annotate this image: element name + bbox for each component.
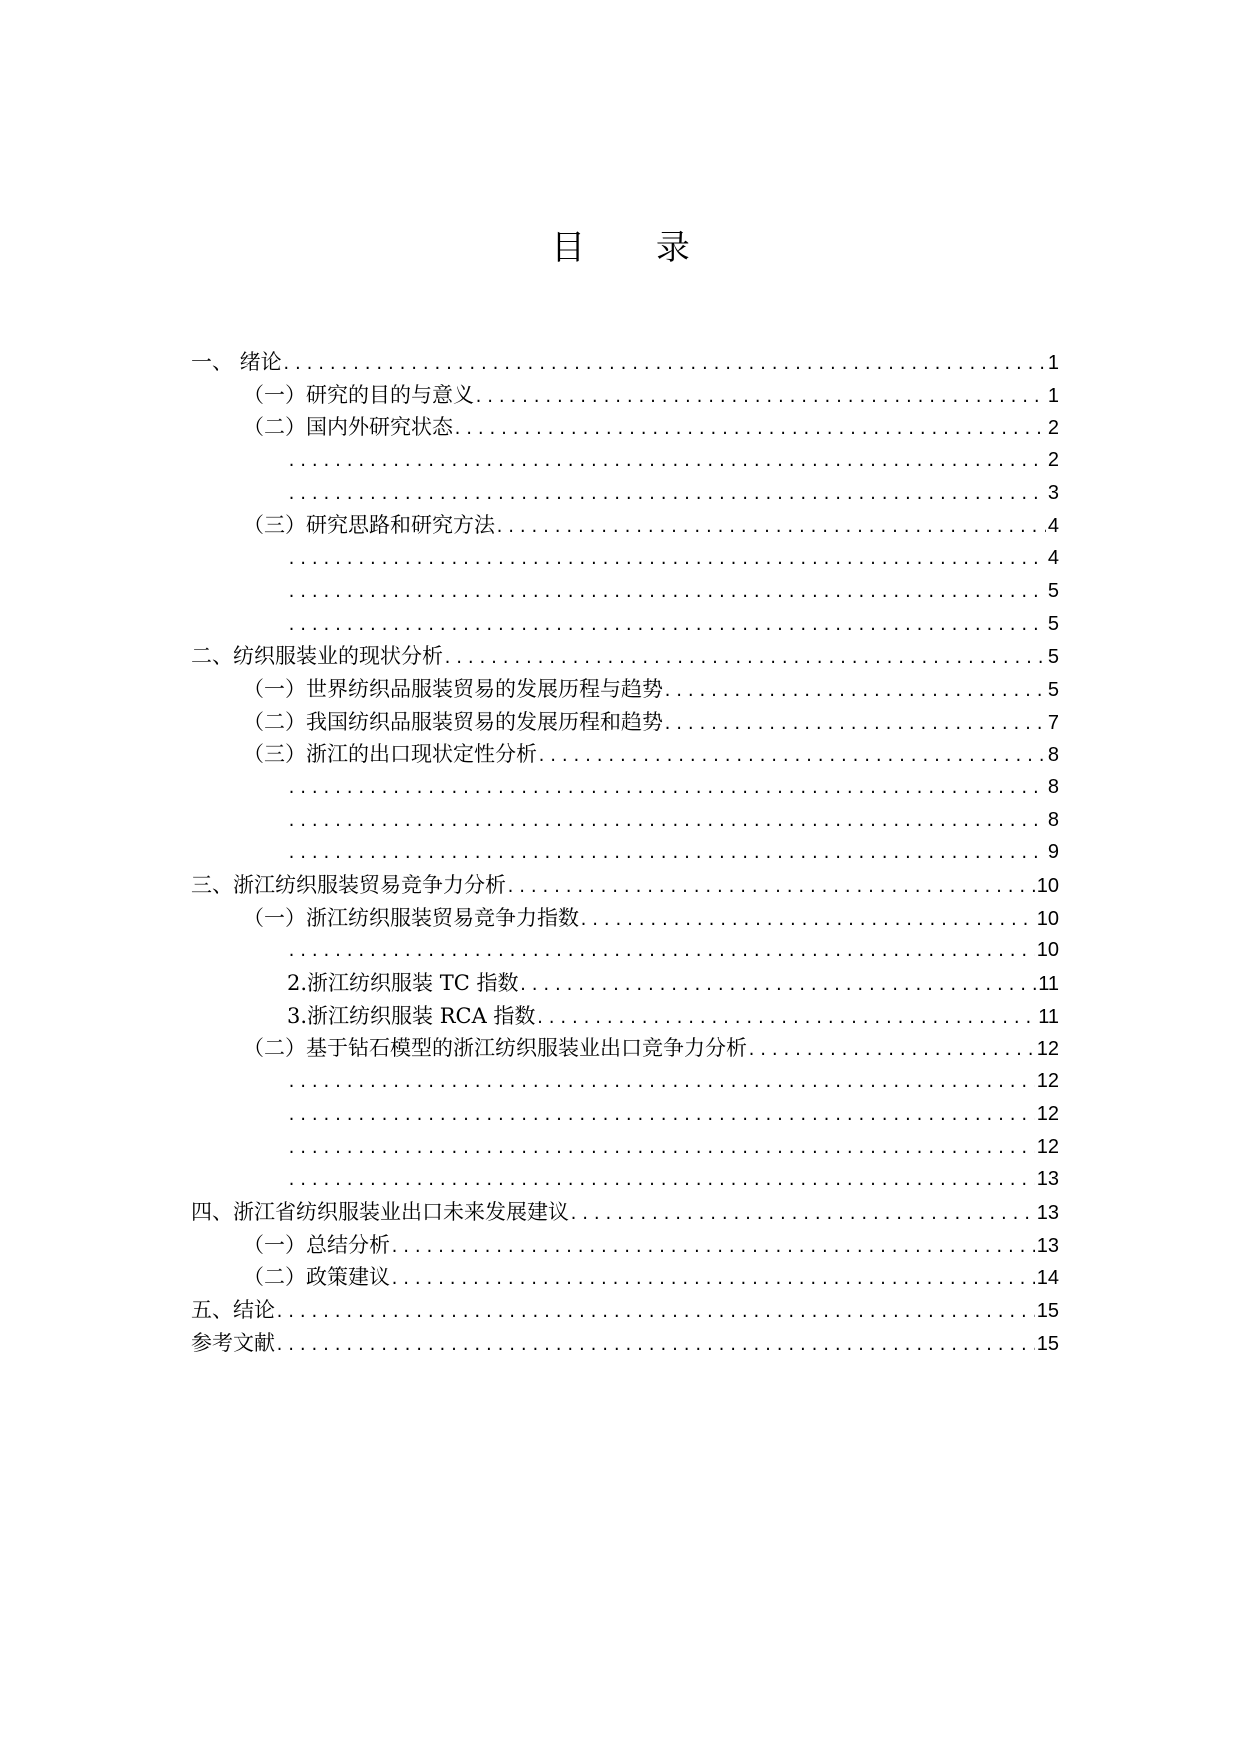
dot-leader (390, 1263, 1035, 1296)
toc-entry-page-number: 11 (1038, 973, 1059, 996)
toc-entry-page-number: 4 (1047, 515, 1059, 538)
toc-entry[interactable] (191, 1000, 1059, 1033)
toc-entry[interactable] (191, 1327, 1059, 1360)
toc-entry-title: 一、 绪论 (191, 350, 282, 374)
toc-entry-page-number: 1 (1047, 384, 1059, 407)
dot-leader (535, 1002, 1036, 1035)
dot-leader (287, 1066, 1035, 1099)
toc-entry-page-number: 15 (1036, 1332, 1059, 1355)
toc-entry-title: 3.浙江纺织服装 RCA 指数 (287, 1003, 536, 1028)
toc-entry[interactable] (191, 902, 1059, 935)
toc-entry-page-number: 12 (1036, 1135, 1059, 1158)
toc-entry-page-number: 10 (1036, 907, 1059, 930)
toc-entry-title: （一）研究的目的与意义 (243, 382, 474, 407)
toc-entry[interactable] (191, 673, 1059, 706)
dot-leader (287, 837, 1046, 870)
dot-leader (453, 413, 1046, 446)
toc-entry-page-number: 14 (1036, 1267, 1059, 1290)
toc-entry-title: 二、纺织服装业的现状分析 (191, 644, 443, 669)
dot-leader (275, 1296, 1035, 1329)
dot-leader (287, 772, 1046, 805)
toc-entry-title: （二）基于钻石模型的浙江纺织服装业出口竞争力分析 (243, 1036, 747, 1061)
toc-entry-page-number: 5 (1047, 646, 1059, 669)
page-title: 目 录 (551, 228, 720, 268)
toc-entry-page-number: 13 (1036, 1201, 1059, 1224)
toc-entry-page-number: 10 (1036, 939, 1059, 962)
toc-entry-page-number: 12 (1036, 1070, 1059, 1093)
toc-entry-title: 参考文献 (191, 1330, 275, 1355)
toc-entry-page-number: 8 (1047, 775, 1059, 798)
table-of-contents (191, 346, 1059, 1359)
dot-leader (287, 445, 1046, 478)
toc-entry-page-number: 13 (1036, 1168, 1059, 1191)
dot-leader (663, 708, 1046, 741)
toc-entry[interactable] (191, 477, 1059, 510)
dot-leader (287, 609, 1046, 642)
toc-entry[interactable] (191, 804, 1059, 837)
toc-entry-page-number: 2 (1047, 417, 1059, 440)
toc-entry-page-number: 8 (1047, 808, 1059, 831)
toc-entry[interactable] (191, 379, 1059, 412)
dot-leader (474, 381, 1046, 414)
toc-entry-title: （二）国内外研究状态 (243, 415, 453, 440)
dot-leader (287, 1132, 1035, 1165)
toc-entry[interactable] (191, 1131, 1059, 1164)
toc-entry[interactable] (191, 1229, 1059, 1262)
dot-leader (287, 805, 1046, 838)
dot-leader (579, 904, 1035, 937)
toc-entry[interactable] (191, 1098, 1059, 1131)
dot-leader (495, 511, 1046, 544)
toc-entry-title: 2.浙江纺织服装 TC 指数 (287, 971, 519, 996)
dot-leader (518, 969, 1036, 1002)
toc-entry[interactable] (191, 509, 1059, 542)
toc-entry-title: （三）浙江的出口现状定性分析 (243, 742, 537, 767)
dot-leader (569, 1198, 1035, 1231)
toc-entry[interactable] (191, 836, 1059, 869)
dot-leader (275, 1329, 1035, 1362)
toc-entry-title: （一）世界纺织品服装贸易的发展历程与趋势 (243, 676, 663, 701)
dot-leader (287, 576, 1046, 609)
toc-entry[interactable] (191, 967, 1059, 1000)
toc-entry[interactable] (191, 706, 1059, 739)
toc-entry[interactable] (191, 411, 1059, 444)
dot-leader (747, 1034, 1035, 1067)
toc-entry[interactable] (191, 542, 1059, 575)
toc-entry[interactable] (191, 1261, 1059, 1294)
toc-entry-page-number: 5 (1047, 678, 1059, 701)
toc-entry-title: 四、浙江省纺织服装业出口未来发展建议 (191, 1199, 569, 1224)
toc-entry-page-number: 4 (1047, 547, 1059, 570)
toc-entry-page-number: 12 (1036, 1038, 1059, 1061)
toc-entry-title: （三）研究思路和研究方法 (243, 513, 495, 538)
dot-leader (287, 1164, 1035, 1197)
toc-entry-title: （一）总结分析 (243, 1232, 390, 1257)
dot-leader (287, 1099, 1035, 1132)
toc-entry-page-number: 11 (1038, 1005, 1059, 1028)
toc-entry-page-number: 7 (1047, 711, 1059, 734)
dot-leader (663, 675, 1046, 708)
toc-entry[interactable] (191, 934, 1059, 967)
toc-entry[interactable] (191, 1163, 1059, 1196)
toc-entry[interactable] (191, 444, 1059, 477)
dot-leader (287, 935, 1035, 968)
toc-entry-page-number: 15 (1036, 1299, 1059, 1322)
toc-entry[interactable] (191, 1294, 1059, 1327)
toc-entry[interactable] (191, 771, 1059, 804)
dot-leader (443, 642, 1046, 675)
toc-entry-title: 三、浙江纺织服装贸易竞争力分析 (191, 873, 506, 897)
toc-entry[interactable] (191, 1196, 1059, 1229)
toc-entry-page-number: 5 (1047, 612, 1059, 635)
toc-entry-title: 五、结论 (191, 1297, 275, 1322)
toc-entry-title: （二）我国纺织品服装贸易的发展历程和趋势 (243, 709, 663, 734)
toc-entry-page-number: 9 (1047, 841, 1059, 864)
dot-leader (282, 348, 1046, 381)
toc-entry-page-number: 13 (1036, 1234, 1059, 1257)
toc-entry-page-number: 3 (1047, 481, 1059, 504)
dot-leader (506, 871, 1035, 904)
toc-entry[interactable] (191, 640, 1059, 673)
toc-entry-title: （一）浙江纺织服装贸易竞争力指数 (243, 905, 579, 930)
toc-entry[interactable] (191, 869, 1059, 902)
toc-entry-page-number: 12 (1036, 1102, 1059, 1125)
toc-entry-page-number: 10 (1036, 875, 1059, 897)
toc-entry-title: （二）政策建议 (243, 1265, 390, 1290)
dot-leader (287, 478, 1046, 511)
toc-entry[interactable] (191, 738, 1059, 771)
toc-entry[interactable] (191, 1032, 1059, 1065)
toc-entry-page-number: 8 (1047, 744, 1059, 767)
toc-entry-page-number: 5 (1047, 579, 1059, 602)
toc-entry-page-number: 1 (1047, 352, 1059, 374)
toc-entry[interactable] (191, 1065, 1059, 1098)
toc-entry[interactable] (191, 608, 1059, 641)
toc-entry[interactable] (191, 346, 1059, 379)
toc-entry[interactable] (191, 575, 1059, 608)
toc-entry-page-number: 2 (1047, 449, 1059, 472)
dot-leader (287, 543, 1046, 576)
dot-leader (390, 1231, 1035, 1264)
dot-leader (537, 740, 1046, 773)
